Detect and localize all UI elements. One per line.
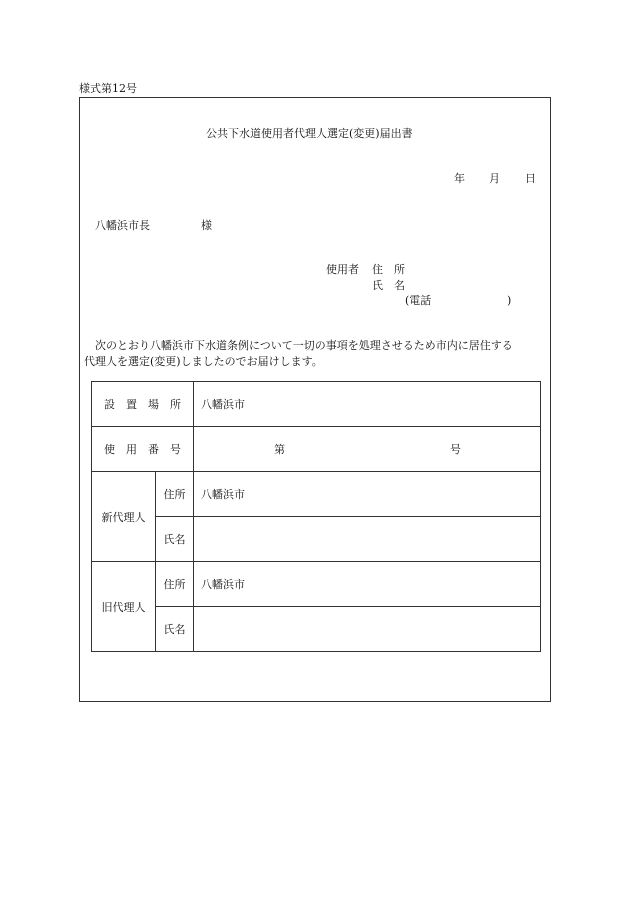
addressee-honorific: 様 (201, 219, 212, 232)
new-agent-name-row (92, 517, 541, 562)
form-title: 公共下水道使用者代理人選定(変更)届出書 (206, 127, 413, 140)
agent-form-table (91, 381, 541, 652)
body-text-line-1: 次のとおり八幡浜市下水道条例について一切の事項を処理させるため市内に居住する (84, 339, 513, 352)
old-agent-name-value[interactable] (194, 607, 541, 652)
usage-number-suffix: 号 (450, 443, 461, 456)
old-agent-address-row (92, 562, 541, 607)
new-agent-name-label: 氏名 (156, 517, 194, 562)
addressee-name: 八幡浜市長 (95, 219, 150, 232)
new-agent-label: 新代理人 (92, 472, 156, 562)
date-day-label: 日 (525, 172, 536, 185)
old-agent-label: 旧代理人 (92, 562, 156, 652)
new-agent-address-row (92, 472, 541, 517)
install-location-row (92, 382, 541, 427)
applicant-phone-open: (電話 (405, 294, 432, 307)
new-agent-name-value[interactable] (194, 517, 541, 562)
old-agent-name-row (92, 607, 541, 652)
applicant-phone-close: ) (507, 294, 512, 307)
old-agent-address-label: 住所 (156, 562, 194, 607)
applicant-address-label: 住 所 (372, 263, 405, 276)
old-agent-name-label: 氏名 (156, 607, 194, 652)
new-agent-address-label: 住所 (156, 472, 194, 517)
form-number: 様式第12号 (79, 82, 137, 95)
date-month-label: 月 (489, 172, 500, 185)
applicant-role: 使用者 (326, 263, 359, 276)
date-year-label: 年 (454, 172, 465, 185)
usage-number-row (92, 427, 541, 472)
install-location-label: 設 置 場 所 (92, 382, 194, 427)
usage-number-field[interactable] (194, 427, 541, 472)
body-text-line-2: 代理人を選定(変更)しましたのでお届けします。 (84, 355, 323, 368)
new-agent-address-value[interactable]: 八幡浜市 (194, 472, 541, 517)
usage-number-label: 使 用 番 号 (92, 427, 194, 472)
applicant-name-label: 氏 名 (372, 279, 405, 292)
usage-number-prefix: 第 (274, 443, 285, 456)
old-agent-address-value[interactable]: 八幡浜市 (194, 562, 541, 607)
install-location-value[interactable]: 八幡浜市 (194, 382, 541, 427)
